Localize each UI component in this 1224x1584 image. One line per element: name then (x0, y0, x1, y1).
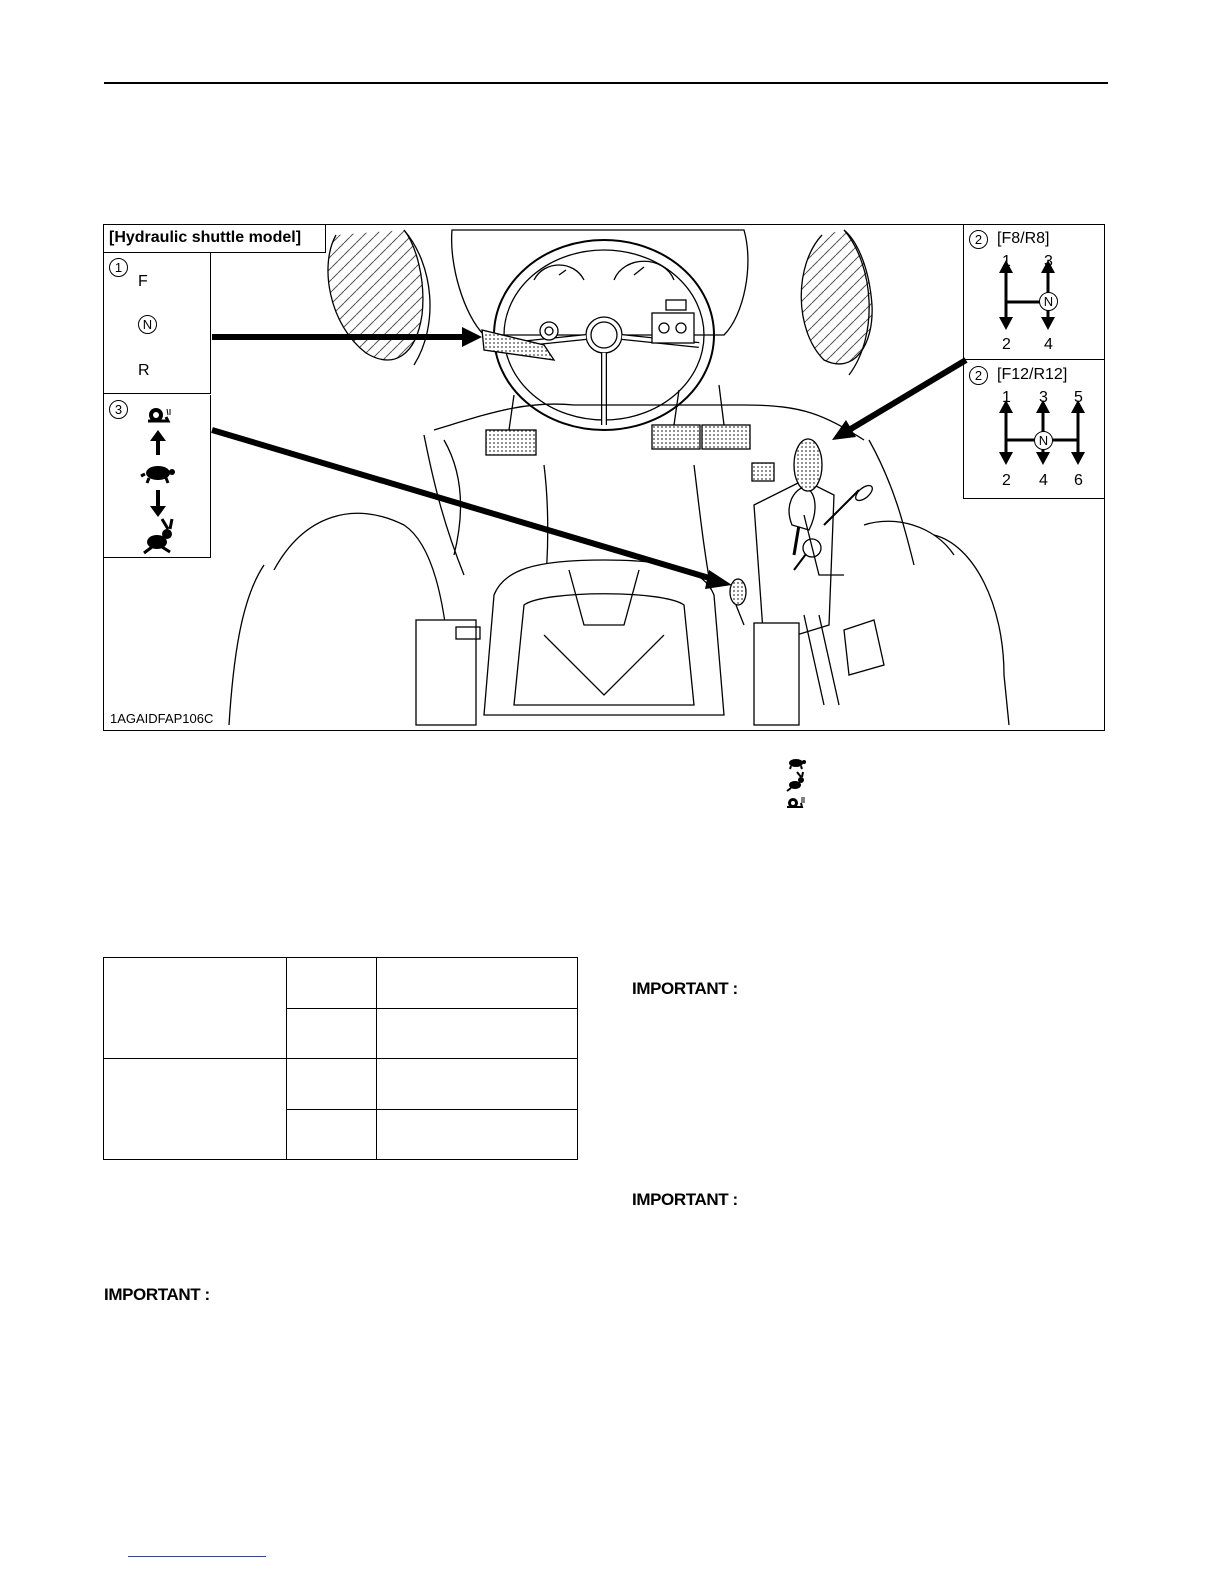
brake-pedal-left (486, 430, 536, 455)
snail-icon (787, 797, 804, 808)
callout-2-f8r8-box (963, 225, 1104, 360)
main-gear-shift-lever (794, 439, 822, 491)
gear-6-label: 6 (1074, 472, 1083, 489)
shuttle-neutral-label: N (138, 315, 157, 334)
speed-range-legend (783, 755, 813, 811)
figure-title-box (104, 225, 326, 253)
table-cell (104, 1059, 287, 1160)
brake-pedal-right-1 (652, 425, 700, 449)
important-heading: IMPORTANT : (632, 979, 738, 998)
gear-3-label: 3 (1039, 389, 1048, 406)
f12r12-label: [F12/R12] (997, 366, 1068, 383)
gear-2-label: 2 (1002, 472, 1011, 489)
gear-1-label: 1 (1002, 389, 1011, 406)
table-cell (287, 958, 377, 1009)
f12r12-neutral-label: N (1034, 431, 1053, 450)
callout-number-3: 3 (109, 400, 128, 419)
table-row (104, 958, 578, 1009)
brake-pedal-right-2 (702, 425, 750, 449)
shuttle-forward-label: F (138, 273, 148, 290)
callout-1-shuttle-box (104, 253, 211, 394)
callout-number-1: 1 (109, 258, 128, 277)
shuttle-reverse-label: R (138, 362, 150, 379)
table-cell (287, 1059, 377, 1110)
table-cell (287, 1008, 377, 1059)
f8r8-neutral-label: N (1039, 292, 1058, 311)
table-row (104, 1059, 578, 1110)
tractor-cockpit-illustration (104, 225, 1104, 730)
right-rear-tire (801, 230, 872, 364)
table-cell (377, 1109, 578, 1160)
footer-link-underline[interactable] (128, 1556, 266, 1557)
turtle-icon (789, 759, 806, 769)
gear-4-label: 4 (1044, 336, 1053, 353)
gear-3-label: 3 (1044, 253, 1053, 270)
figure-title: [Hydraulic shuttle model] (109, 229, 302, 246)
gear-4-label: 4 (1039, 472, 1048, 489)
callout-number-2b: 2 (969, 366, 988, 385)
gear-1-label: 1 (1002, 253, 1011, 270)
table-cell (377, 1059, 578, 1110)
table-cell (377, 1008, 578, 1059)
callout-number-2a: 2 (969, 230, 988, 249)
top-rule (104, 82, 1108, 84)
tractor-controls-figure (103, 224, 1105, 731)
important-heading: IMPORTANT : (632, 1190, 738, 1209)
operator-seat (484, 560, 724, 715)
important-heading: IMPORTANT : (104, 1285, 210, 1304)
figure-code: 1AGAIDFAP106C (110, 711, 214, 726)
table-cell (104, 958, 287, 1059)
left-rear-tire (328, 230, 423, 360)
range-gear-shift-lever (730, 579, 746, 605)
f8r8-label: [F8/R8] (997, 230, 1050, 247)
callout-3-range-box (104, 395, 211, 558)
gear-5-label: 5 (1074, 389, 1083, 406)
callout-2-f12r12-box (963, 360, 1104, 499)
rabbit-icon (787, 772, 804, 791)
table-cell (287, 1109, 377, 1160)
table-cell (377, 958, 578, 1009)
gear-2-label: 2 (1002, 336, 1011, 353)
spec-table (103, 957, 578, 1160)
